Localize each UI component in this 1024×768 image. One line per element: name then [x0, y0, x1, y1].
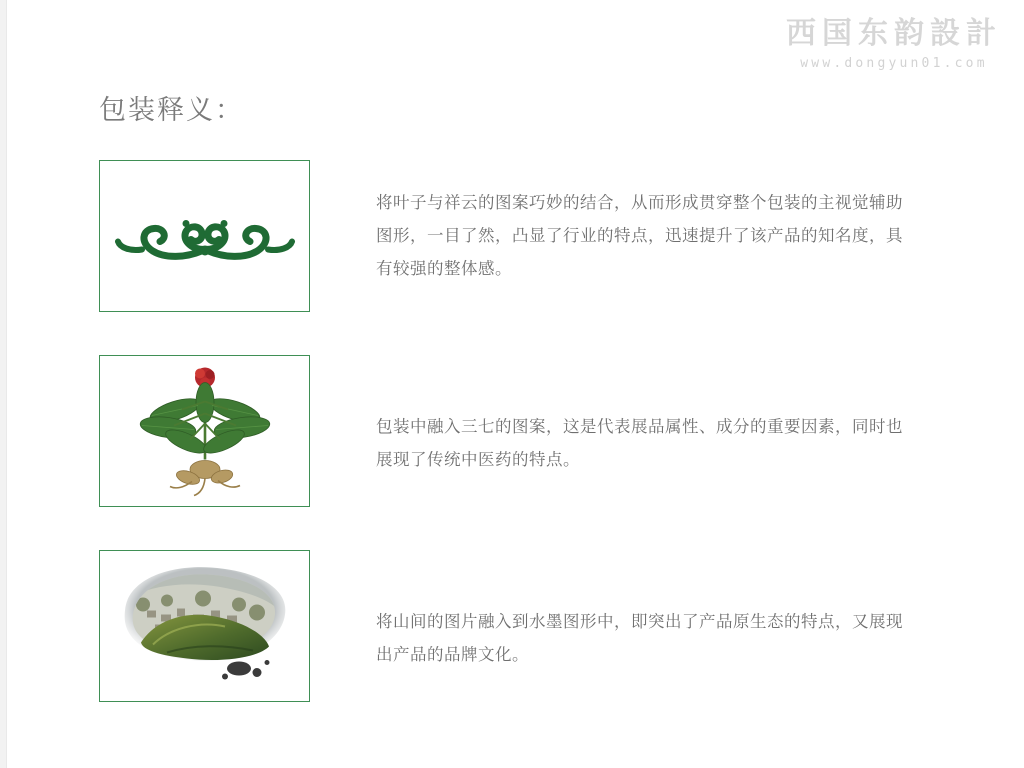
leaf-cloud-ornament-graphic	[112, 204, 298, 269]
ink-wash-mountain-landscape	[107, 559, 303, 694]
section-caption-1: 将叶子与祥云的图案巧妙的结合，从而形成贯穿整个包装的主视觉辅助图形，一目了然，凸显了行业的特点，迅速提升了该产品的知名度，具有较强的整体感。	[376, 193, 903, 278]
section-image-frame-1	[99, 160, 310, 312]
section-caption-2: 包装中融入三七的图案，这是代表展品属性、成分的重要因素，同时也展现了传统中医药的特点。	[376, 417, 903, 469]
page-title: 包装释义：	[99, 95, 244, 126]
section-image-frame-3	[99, 550, 310, 702]
watermark-url: www.dongyun01.com	[800, 56, 988, 71]
watermark-title: 西国东韵設計	[786, 16, 1002, 51]
section-caption-3: 将山间的图片融入到水墨图形中，即突出了产品原生态的特点，又展现出产品的品牌文化。	[376, 612, 903, 664]
section-image-frame-2	[99, 355, 310, 507]
left-edge-band	[0, 0, 7, 768]
panax-notoginseng-plant-illustration	[130, 356, 280, 507]
watermark	[786, 8, 1002, 71]
